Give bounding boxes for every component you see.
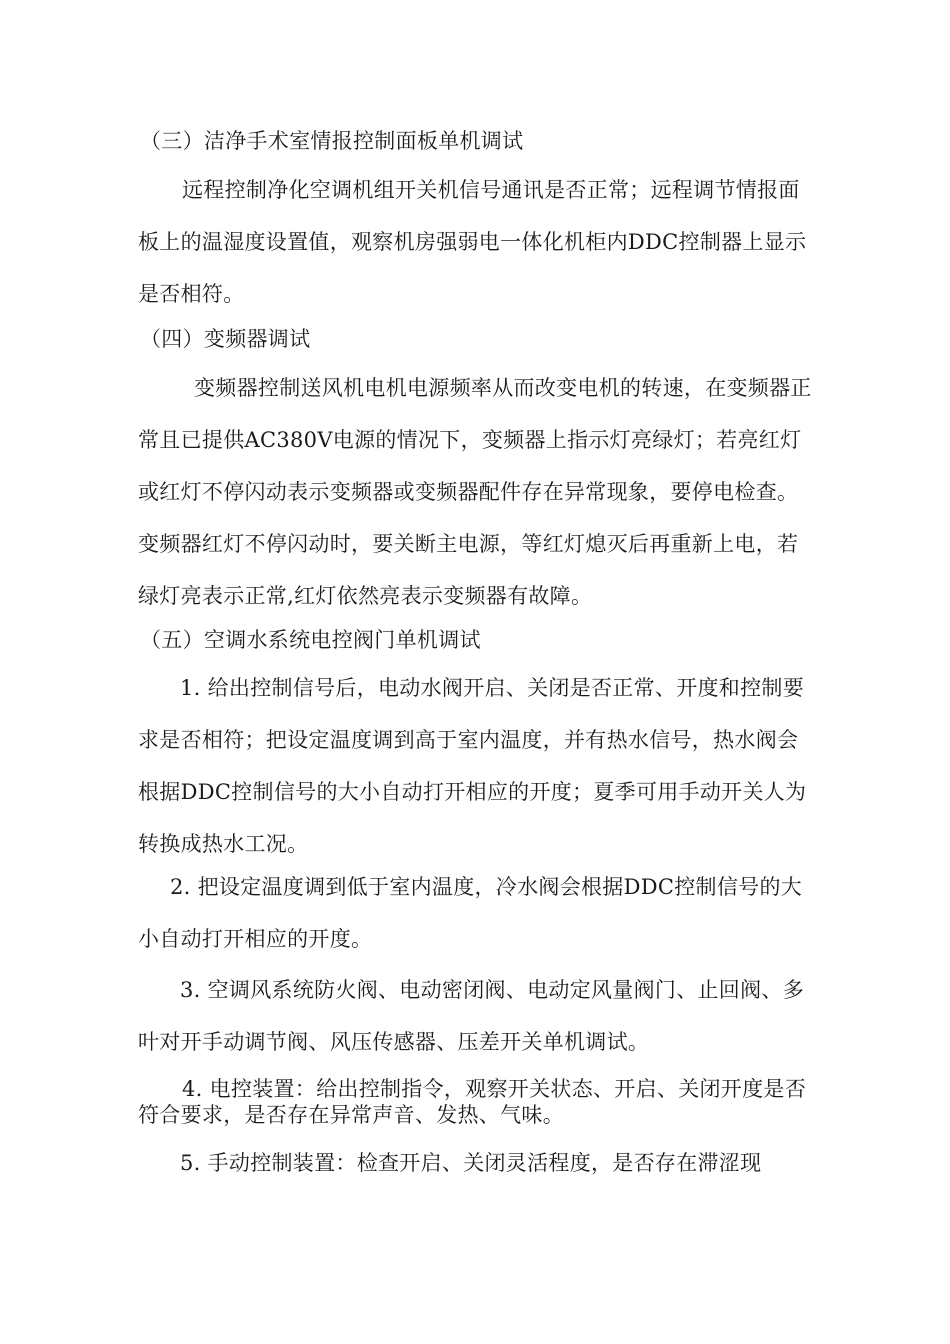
section-heading-4: （四）变频器调试: [140, 327, 311, 351]
list-item-1: 1. 给出控制信号后，电动水阀开启、关闭是否正常、开度和控制要求是否相符；把设定温度调到高于室内温度，并有热水信号，热水阀会根据DDC控制信号的大小自动打开相应的开度；夏季可用手动开关人为转换成热水工况。: [138, 676, 807, 856]
list-item-2: 2. 把设定温度调到低于室内温度，冷水阀会根据DDC控制信号的大小自动打开相应的开度。: [138, 875, 803, 951]
section-heading-5: （五）空调水系统电控阀门单机调试: [140, 628, 481, 652]
section-heading-3: （三）洁净手术室情报控制面板单机调试: [140, 129, 524, 153]
paragraph-remote-control: 远程控制净化空调机组开关机信号通讯是否正常；远程调节情报面板上的温湿度设置值，观察机房强弱电一体化机柜内DDC控制器上显示是否相符。: [138, 178, 807, 306]
paragraph-inverter: 变频器控制送风机电机电源频率从而改变电机的转速，在变频器正常且已提供AC380V电源的情况下，变频器上指示灯亮绿灯；若亮红灯或红灯不停闪动表示变频器或变频器配件存在异常现象，要停电检查。变频器红灯不停闪动时，要关断主电源，等红灯熄灭后再重新上电，若绿灯亮表示正常,红灯依然亮表示变频器有故障。: [138, 376, 812, 608]
list-item-4: 4. 电控装置：给出控制指令，观察开关状态、开启、关闭开度是否符合要求，是否存在异常声音、发热、气味。: [138, 1077, 807, 1127]
list-item-3: 3. 空调风系统防火阀、电动密闭阀、电动定风量阀门、止回阀、多叶对开手动调节阀、风压传感器、压差开关单机调试。: [138, 978, 805, 1054]
list-item-5: 5. 手动控制装置：检查开启、关闭灵活程度，是否存在滞涩现: [180, 1151, 762, 1175]
